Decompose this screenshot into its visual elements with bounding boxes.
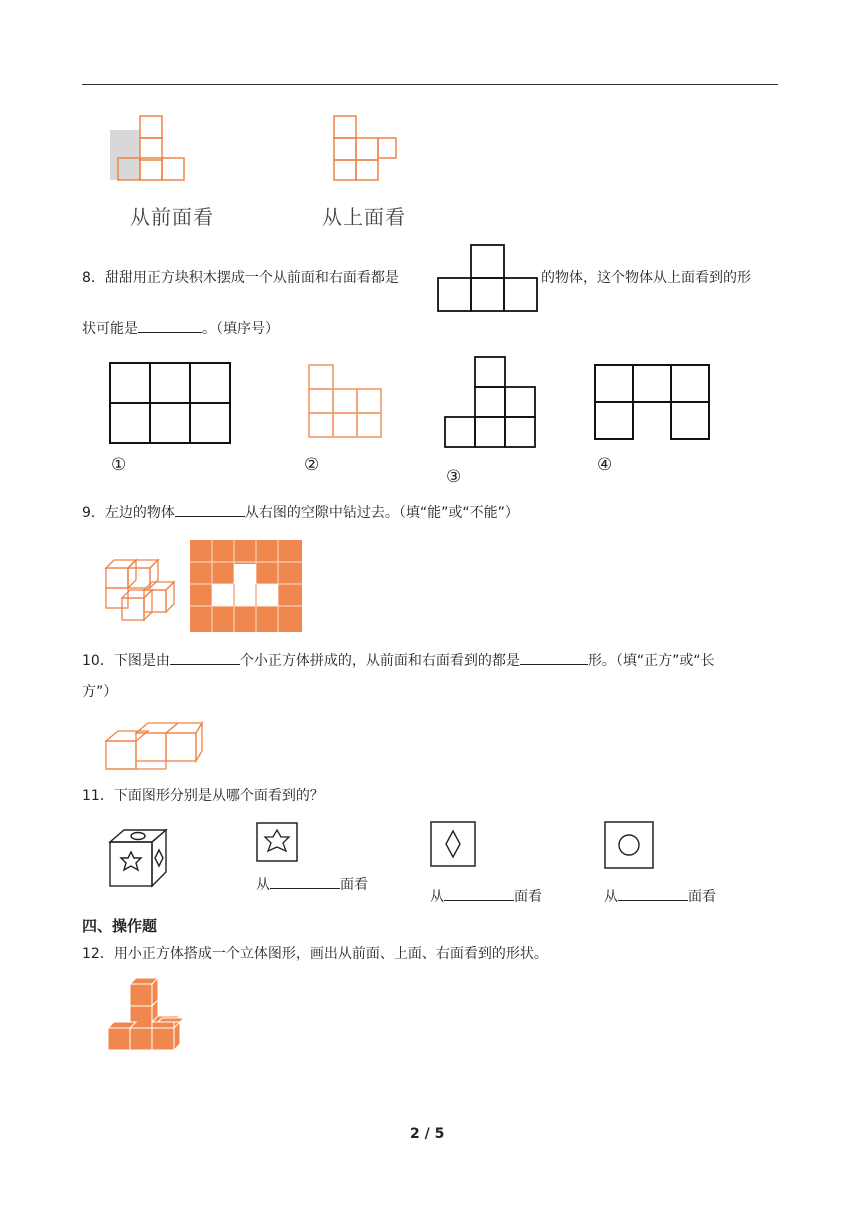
- q11-answer1-pre: 从: [256, 877, 270, 893]
- caption-top: 从上面看: [322, 205, 406, 229]
- q8-answer-blank[interactable]: [138, 318, 202, 333]
- q10-cube-object: [104, 715, 206, 773]
- q8-line2-pre: 状可能是: [82, 321, 138, 337]
- q10-post: 形。（填“正方”或“长: [587, 653, 715, 669]
- q12-cube-figure: [104, 972, 194, 1056]
- header-rule: [82, 84, 778, 85]
- section-title: 四、操作题: [82, 917, 158, 935]
- q8-option3-label: ③: [446, 467, 462, 487]
- q11-view2-diamond: [430, 821, 476, 867]
- q8-option1-label: ①: [111, 455, 127, 475]
- q11-answer3-pre: 从: [604, 889, 618, 905]
- q11-answer3-blank[interactable]: [618, 886, 688, 901]
- q9-cube-object: [104, 552, 184, 624]
- q11-answer3: [604, 886, 716, 907]
- q11-answer2-post: 面看: [514, 889, 542, 905]
- q10-line2: 方”）: [82, 684, 118, 700]
- q8-line2-post: 。（填序号）: [202, 321, 279, 337]
- q11-cube-figure: [108, 828, 172, 890]
- q11-answer1-blank[interactable]: [270, 874, 340, 889]
- q11-question: 11．下面图形分别是从哪个面看到的？: [82, 788, 324, 804]
- q8-option4-label: ④: [597, 455, 613, 475]
- top-view-figure: [330, 112, 410, 184]
- q10-count-blank[interactable]: [170, 650, 240, 665]
- q8-option4-figure: [594, 364, 712, 442]
- q8-option2-figure: [308, 364, 386, 440]
- q11-answer3-post: 面看: [688, 889, 716, 905]
- page-number: 2 / 5: [410, 1126, 445, 1142]
- q9-pre: 9．左边的物体: [82, 505, 175, 521]
- q10-pre: 10．下图是由: [82, 653, 170, 669]
- q8-line2: [82, 318, 279, 339]
- front-view-figure: [108, 112, 198, 184]
- q9-post: 从右图的空隙中钻过去。（填“能”或“不能”）: [244, 505, 519, 521]
- q8-option1-figure: [108, 362, 232, 444]
- caption-front: 从前面看: [130, 205, 214, 229]
- q9-answer-blank[interactable]: [175, 502, 245, 517]
- q11-answer1: [256, 874, 368, 895]
- q10-mid: 个小正方体拼成的，从前面和右面看到的都是: [239, 653, 520, 669]
- q11-view3-circle: [604, 821, 654, 869]
- q11-answer2-pre: 从: [430, 889, 444, 905]
- q10-shape-blank[interactable]: [520, 650, 588, 665]
- q11-view1-star: [256, 822, 298, 862]
- q11-answer2-blank[interactable]: [444, 886, 514, 901]
- q8-line1-pre: 8．甜甜用正方块积木摆成一个从前面和右面看都是: [82, 270, 399, 286]
- q11-answer1-post: 面看: [340, 877, 368, 893]
- q8-line1-post: 的物体，这个物体从上面看到的形: [541, 270, 751, 286]
- q9-line: [82, 502, 519, 523]
- q8-option3-figure: [444, 356, 540, 452]
- q8-option2-label: ②: [304, 455, 320, 475]
- q9-grid-with-gap: [190, 540, 302, 632]
- q12-question: 12．用小正方体搭成一个立体图形，画出从前面、上面、右面看到的形状。: [82, 946, 548, 962]
- q11-answer2: [430, 886, 542, 907]
- q8-inline-shape: [438, 244, 540, 312]
- q10-line1: [82, 650, 715, 671]
